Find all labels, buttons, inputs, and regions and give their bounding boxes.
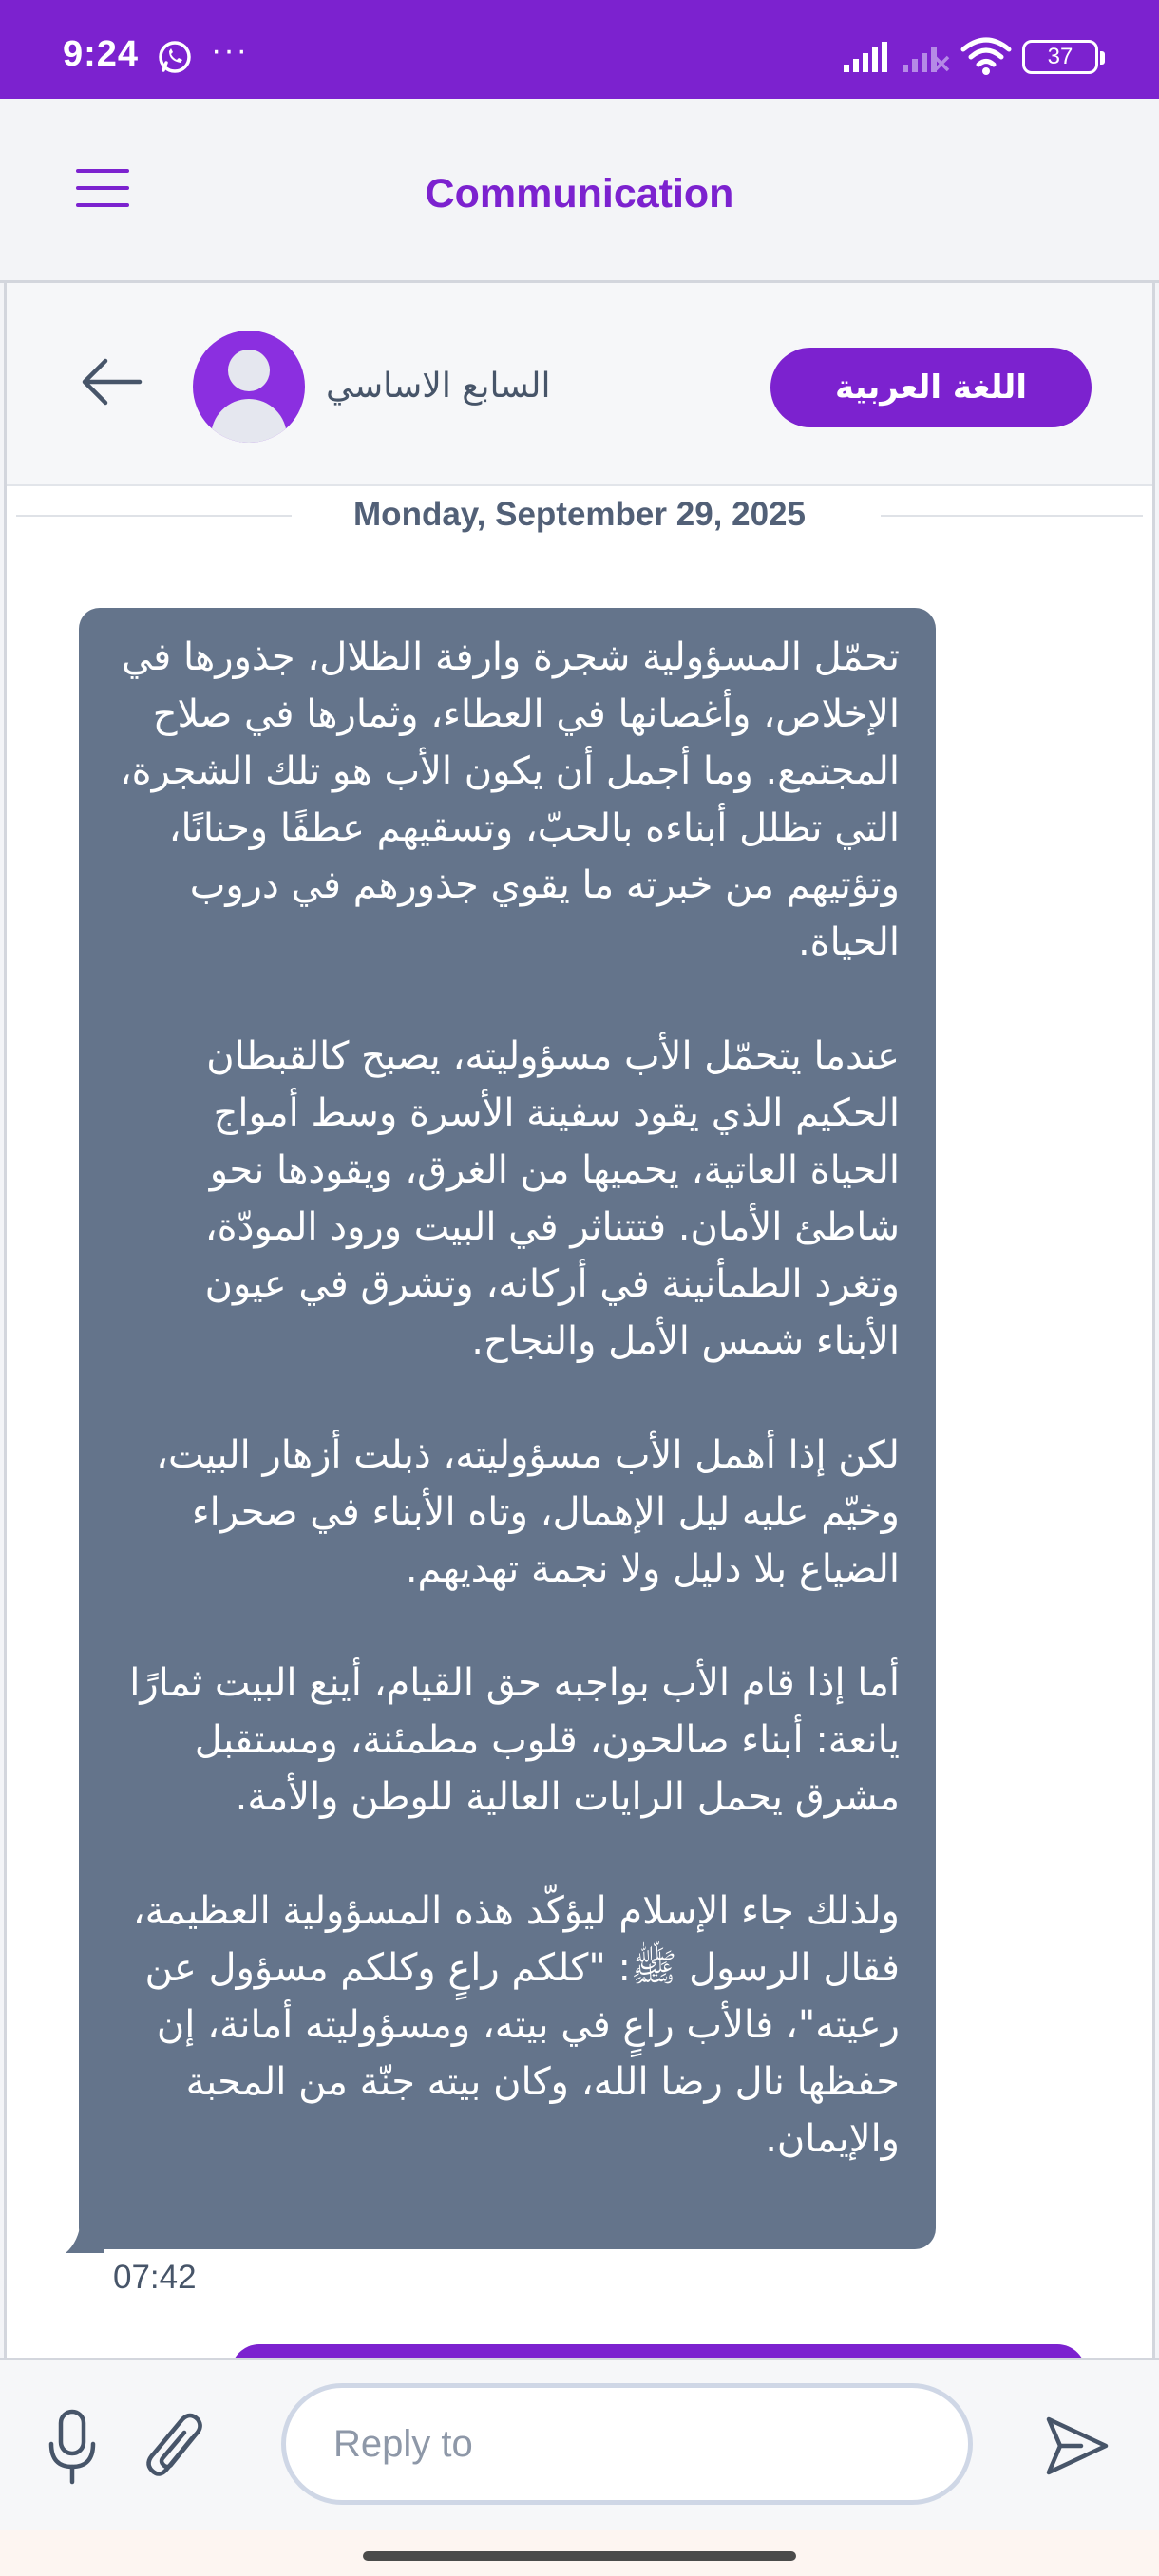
contact-name[interactable]: السابع الاساسي bbox=[326, 367, 551, 406]
chat-panel bbox=[4, 283, 1155, 2530]
battery-level: 37 bbox=[1047, 44, 1074, 69]
send-icon[interactable] bbox=[1043, 2412, 1112, 2480]
battery-icon bbox=[1022, 40, 1098, 74]
chat-header bbox=[7, 283, 1152, 486]
home-indicator[interactable] bbox=[363, 2551, 796, 2561]
whatsapp-icon bbox=[156, 38, 194, 76]
status-bar bbox=[0, 0, 1159, 99]
app-header bbox=[0, 99, 1159, 283]
system-nav-bar bbox=[0, 2530, 1159, 2576]
user-avatar-icon[interactable] bbox=[193, 331, 305, 443]
date-separator bbox=[7, 490, 1152, 538]
microphone-icon[interactable] bbox=[46, 2408, 99, 2488]
bubble-tail bbox=[66, 2221, 104, 2253]
message-time: 07:42 bbox=[113, 2259, 197, 2296]
signal-icon bbox=[842, 40, 891, 74]
back-arrow-icon[interactable] bbox=[79, 357, 143, 407]
message-text: تحمّل المسؤولية شجرة وارفة الظلال، جذورها في الإخلاص، وأغصانها في العطاء، وثمارها في صلاح المجتمع. وما أجمل أن يكون الأب هو تلك الشجرة، التي تظلل أبناءه بالحبّ، وتسقيهم عطفًا وحنانًا، وتؤتيهم من خبرته ما يقوي جذورهم في دروب الحياة. عندما يتحمّل الأب مسؤوليته، يصبح كالقبطان الحكيم الذي يقود سفينة الأسرة وسط أمواج الحياة العاتية، يحميها من الغرق، ويقودها نحو شاطئ الأمان. فتتناثر في البيت ورود المودّة، وتغرد الطمأنينة في أركانه، وتشرق في عيون الأبناء شمس الأمل والنجاح. لكن إذا أهمل الأب مسؤوليته، ذبلت أزهار البيت، وخيّم عليه ليل الإهمال، وتاه الأبناء في صحراء الضياع بلا دليل ولا نجمة تهديهم. أما إذا قام الأب بواجبه حق القيام، أينع البيت ثمارًا يانعة: أبناء صالحون، قلوب مطمئنة، ومستقبل مشرق يحمل الرايات العالية للوطن والأمة. ولذلك جاء الإسلام ليؤكّد هذه المسؤولية العظيمة، فقال الرسول ﷺ: "كلكم راعٍ وكلكم مسؤول عن رعيته"، فالأب راعٍ في بيته، ومسؤوليته أمانة، إن حفظها نال رضا الله، وكان بيته جنّة من المحبة والإيمان. bbox=[119, 635, 900, 2161]
page-title: Communication bbox=[425, 171, 734, 217]
more-notifications-icon: ··· bbox=[211, 32, 249, 68]
message-bubble[interactable] bbox=[79, 608, 936, 2249]
wifi-icon bbox=[960, 36, 1013, 76]
paperclip-icon[interactable] bbox=[142, 2410, 207, 2486]
language-button[interactable]: اللغة العربية bbox=[770, 348, 1092, 427]
message-composer bbox=[0, 2358, 1159, 2530]
status-time: 9:24 bbox=[63, 34, 140, 74]
date-label: Monday, September 29, 2025 bbox=[353, 496, 806, 533]
signal-no-sim-icon bbox=[901, 40, 950, 74]
reply-input[interactable] bbox=[281, 2383, 973, 2505]
